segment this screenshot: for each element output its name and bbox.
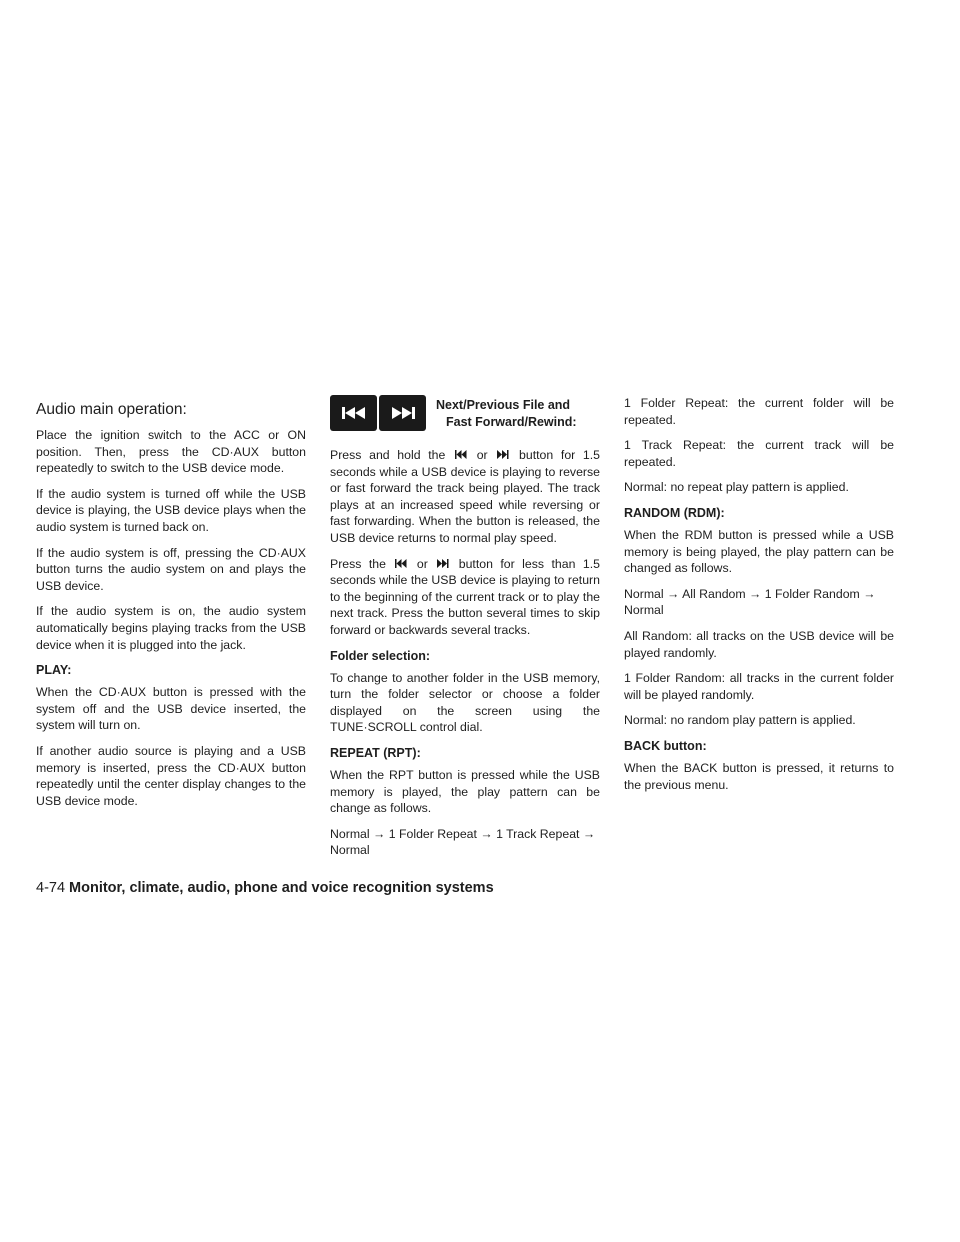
paragraph: 1 Folder Random: all tracks in the current folder will be played randomly.: [624, 671, 894, 702]
text: or: [416, 556, 428, 571]
paragraph: Normal → All Random → 1 Folder Random → Normal: [624, 586, 876, 618]
paragraph: If the audio system is turned off while the USB device is playing, the USB device plays when the audio system is turned back on.: [36, 486, 306, 534]
skip-previous-icon: [395, 556, 407, 573]
subheading-back-button: BACK button:: [624, 738, 707, 753]
skip-previous-icon: [330, 395, 377, 431]
paragraph: Normal: no random play pattern is applied.: [624, 713, 856, 728]
skip-previous-icon: [455, 447, 467, 464]
paragraph-press-and-hold: [330, 447, 600, 547]
paragraph: When the RPT button is pressed while the USB memory is played, the play pattern can be change as follows.: [330, 767, 600, 816]
skip-next-icon: [497, 447, 509, 464]
paragraph-press-short: [330, 556, 600, 639]
text: Press and hold the: [330, 448, 446, 462]
button-icons: [330, 395, 426, 431]
paragraph: When the RDM button is pressed while a USB memory is being played, the play pattern can be changed as follows.: [624, 527, 894, 576]
skip-next-icon: [437, 556, 449, 573]
heading-line-1: Next/Previous File and: [436, 398, 571, 412]
heading-line-2: Fast Forward/Rewind:: [446, 415, 577, 429]
paragraph: 1 Folder Repeat: the current folder will be repeated.: [624, 396, 894, 427]
column-1: [36, 395, 306, 818]
paragraph: 1 Track Repeat: the current track will be repeated.: [624, 438, 894, 469]
column-3: [624, 395, 894, 802]
page-footer: [36, 879, 494, 897]
page-number: 4-74: [36, 880, 66, 896]
paragraph: To change to another folder in the USB memory, turn the folder selector or choose a folder displayed on the screen using the TUNE·SCROLL control dial.: [330, 670, 600, 735]
paragraph: If the audio system is on, the audio system automatically begins playing tracks from the USB device when it is plugged into the jack.: [36, 604, 306, 652]
subheading-folder-selection: Folder selection:: [330, 648, 431, 663]
subheading-next-previous: [436, 397, 577, 431]
paragraph: If another audio source is playing and a USB memory is inserted, press the CD·AUX button repeatedly until the center display changes to the USB device mode.: [36, 743, 306, 808]
text: Press the: [330, 556, 386, 571]
text: button for 1.5 seconds while a USB device is playing to reverse or fast forward the track being played. The track plays at an increased speed while reversing or fast forwarding. When the button is released, the USB device returns to normal play speed.: [330, 448, 601, 545]
column-2: [330, 395, 600, 868]
paragraph: Place the ignition switch to the ACC or ON position. Then, press the CD·AUX button repeatedly to switch to the USB device mode.: [36, 428, 306, 476]
paragraph: Normal: no repeat play pattern is applied.: [624, 480, 849, 495]
chapter-title: Monitor, climate, audio, phone and voice recognition systems: [69, 880, 494, 896]
subheading-repeat: REPEAT (RPT):: [330, 745, 421, 760]
paragraph: If the audio system is off, pressing the CD·AUX button turns the audio system on and plays the USB device.: [36, 545, 306, 593]
paragraph: When the CD·AUX button is pressed with the system off and the USB device inserted, the system will turn on.: [36, 685, 306, 733]
skip-next-icon: [379, 395, 426, 431]
paragraph: All Random: all tracks on the USB device will be played randomly.: [624, 628, 894, 660]
text: or: [476, 448, 488, 462]
section-heading-audio-main-operation: Audio main operation:: [36, 401, 187, 418]
text: button for less than 1.5 seconds while the USB device is playing to return to the beginning of the current track or to play the next track. Press the button several times to skip forward or backwards several tracks.: [330, 556, 600, 637]
next-previous-heading-block: [330, 395, 600, 435]
subheading-random: RANDOM (RDM):: [624, 505, 725, 520]
paragraph: Normal → 1 Folder Repeat → 1 Track Repeat → Normal: [330, 826, 596, 858]
subheading-play: PLAY:: [36, 663, 72, 678]
paragraph: When the BACK button is pressed, it returns to the previous menu.: [624, 760, 894, 792]
